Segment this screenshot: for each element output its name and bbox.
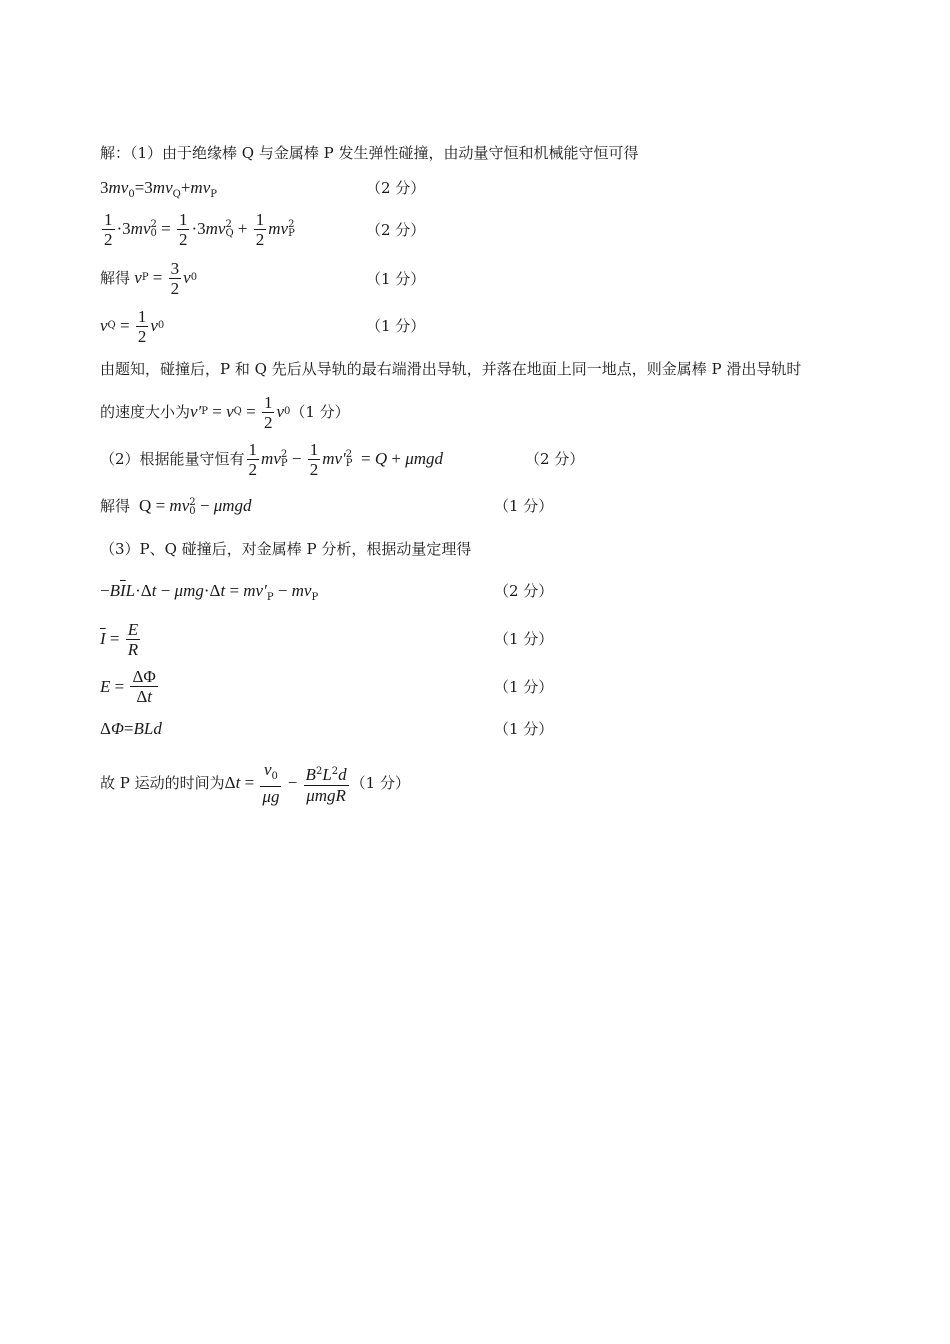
equation-impulse: $-B\overline{I}L\cdot\Delta t - \mu mg\cdot\Delta t = mv'_P - mv_P$: [100, 581, 319, 603]
eq3-prefix: 解得: [100, 269, 131, 287]
score-final: （1 分）: [350, 774, 410, 792]
result2-prefix: 解得: [100, 497, 131, 515]
score-result2: （1 分）: [494, 497, 554, 515]
equation-momentum: $3mv_0=3mv_Q+mv_P$: [100, 178, 217, 200]
score-eq8: （1 分）: [494, 720, 554, 738]
score-eq3: （1 分）: [366, 270, 426, 288]
score-eq7: （1 分）: [494, 678, 554, 696]
intro-text: 解：（1）由于绝缘棒 Q 与金属棒 P 发生弹性碰撞，由动量守恒和机械能守恒可得: [100, 144, 639, 162]
score-eq1: （2 分）: [366, 179, 426, 197]
score-eq4: （1 分）: [366, 317, 426, 335]
paragraph-speed: 的速度大小为 v′ P = v Q = $\frac{1}{2}$ v 0 （1 分）: [100, 392, 350, 432]
part2-prefix: （2）根据能量守恒有: [100, 450, 245, 468]
score-eq2: （2 分）: [366, 221, 426, 239]
equation-energy-conservation: （2）根据能量守恒有 $\frac{1}{2}$ mv 2 P − $\frac{1}{2}$ mv′ 2 P = Q + μmgd: [100, 439, 444, 479]
score-part2: （2 分）: [525, 450, 585, 468]
final-answer: 故 P 运动的时间为 Δ t = $\frac{v_0}{\mu g}$ − $\frac{B^2L^2d}{\text{μmgR}}$ （1 分）: [100, 760, 410, 806]
equation-flux: ΔΦ=BLd: [100, 719, 162, 738]
equation-current: $\overline{I}$ = $\frac{E}{R}$: [100, 619, 139, 659]
equation-energy: $\frac{1}{2}$ ·3 mv 2 0 = $\frac{1}{2}$ ·3 mv 2 Q + $\frac{1}{2}$ mv 2 P: [104, 209, 295, 249]
paragraph-explanation: 由题知，碰撞后，P 和 Q 先后从导轨的最右端滑出导轨，并落在地面上同一地点，则金属棒 P 滑出导轨时: [100, 360, 802, 378]
equation-heat-result: 解得 Q = mv 2 0 − μmgd: [100, 496, 252, 517]
para2-prefix: 的速度大小为: [100, 403, 191, 421]
equation-vp: 解得 v P = $\frac{3}{2}$ v 0: [100, 258, 198, 298]
score-eq6: （1 分）: [494, 630, 554, 648]
final-prefix: 故 P 运动的时间为: [100, 774, 225, 792]
part3-intro: （3）P、Q 碰撞后，对金属棒 P 分析，根据动量定理得: [100, 540, 472, 558]
score-eq5: （2 分）: [494, 582, 554, 600]
equation-vq: v Q = $\frac{1}{2}$ v 0: [100, 306, 165, 346]
score-para2: （1 分）: [290, 403, 350, 421]
equation-emf: E = $\frac{\Delta\Phi}{\Delta t}$: [100, 667, 156, 706]
